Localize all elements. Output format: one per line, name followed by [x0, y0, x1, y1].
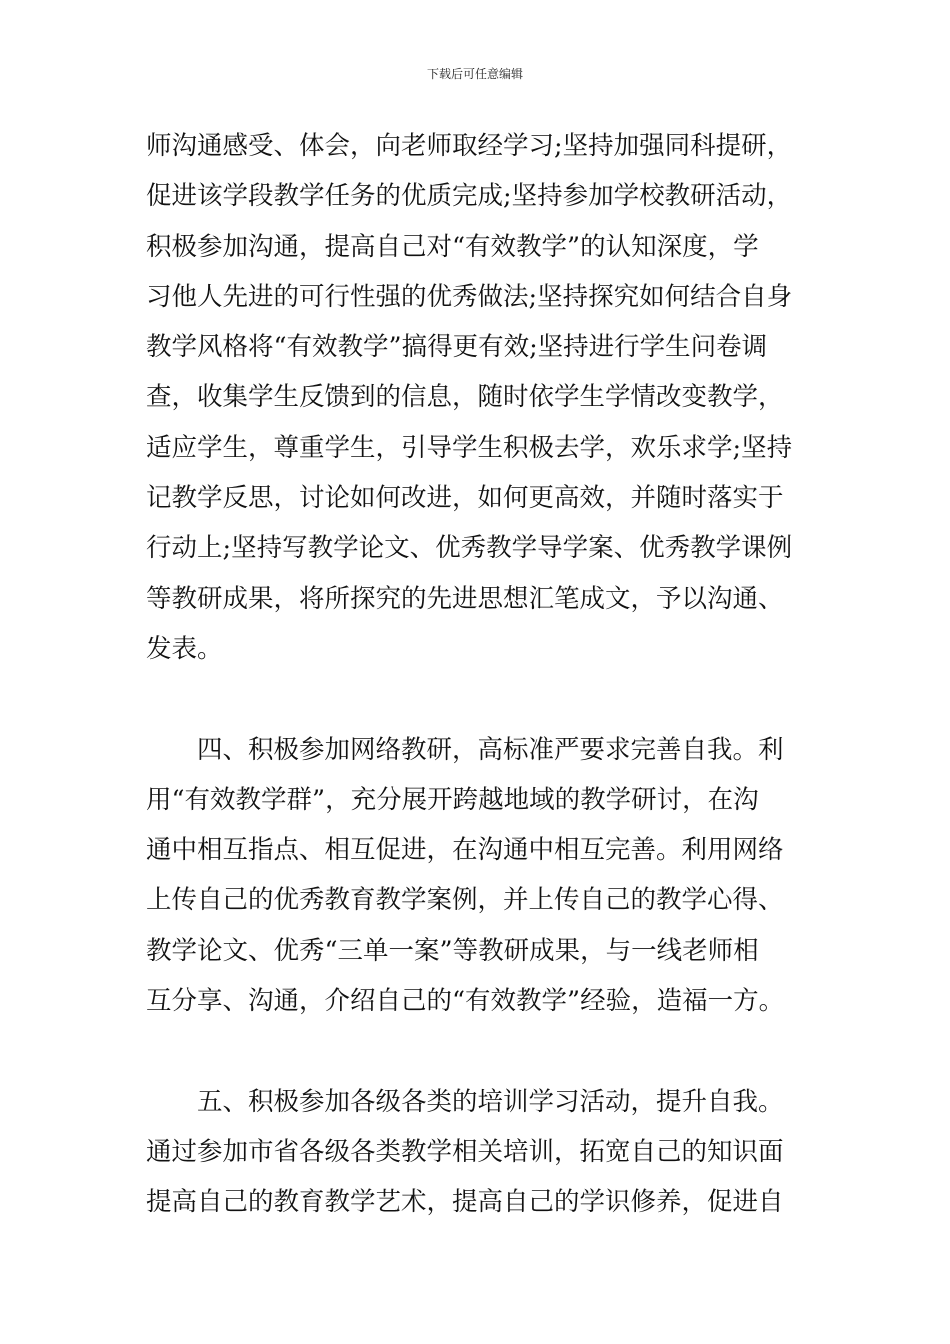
- text-line: 积极参加沟通，提高自己对“有效教学”的认知深度，学: [146, 231, 759, 262]
- text-line: 行动上;坚持写教学论文、优秀教学导学案、优秀教学课例: [146, 533, 793, 564]
- text-line: 发表。: [146, 633, 223, 664]
- text-line: 教学论文、优秀“三单一案”等教研成果，与一线老师相: [146, 935, 759, 966]
- text-line: 习他人先进的可行性强的优秀做法;坚持探究如何结合自身: [146, 281, 793, 312]
- text-line: 通过参加市省各级各类教学相关培训，拓宽自己的知识面: [146, 1136, 784, 1167]
- text-line: 记教学反思，讨论如何改进，如何更高效，并随时落实于: [146, 483, 784, 514]
- text-line: 用“有效教学群”，充分展开跨越地域的教学研讨，在沟: [146, 784, 759, 815]
- page-header: 下载后可任意编辑: [426, 67, 523, 81]
- text-line: 师沟通感受、体会，向老师取经学习;坚持加强同科提研，: [146, 131, 793, 161]
- text-line: 通中相互指点、相互促进，在沟通中相互完善。利用网络: [146, 835, 784, 866]
- text-line: 提高自己的教育教学艺术，提高自己的学识修养，促进自: [146, 1187, 784, 1218]
- text-line: 教学风格将“有效教学”搞得更有效;坚持进行学生问卷调: [146, 332, 768, 363]
- paragraph-spacer: [146, 681, 812, 731]
- text-line: 等教研成果，将所探究的先进思想汇笔成文，予以沟通、: [146, 583, 784, 614]
- document-body: [146, 128, 812, 1235]
- text-line: 促进该学段教学任务的优质完成;坚持参加学校教研活动，: [146, 181, 793, 212]
- paragraph-spacer: [146, 1033, 812, 1083]
- paragraph-section-five: [146, 1084, 812, 1235]
- text-line: 四、积极参加网络教研，高标准严要求完善自我。利: [197, 734, 784, 765]
- paragraph-continued: [146, 128, 812, 681]
- text-line: 上传自己的优秀教育教学案例，并上传自己的教学心得、: [146, 885, 784, 916]
- text-line: 五、积极参加各级各类的培训学习活动，提升自我。: [197, 1086, 784, 1117]
- paragraph-section-four: [146, 732, 812, 1034]
- text-line: 查，收集学生反馈到的信息，随时依学生学情改变教学，: [146, 382, 784, 413]
- text-line: 适应学生，尊重学生，引导学生积极去学，欢乐求学;坚持: [146, 432, 793, 463]
- text-line: 互分享、沟通，介绍自己的“有效教学”经验，造福一方。: [146, 986, 785, 1017]
